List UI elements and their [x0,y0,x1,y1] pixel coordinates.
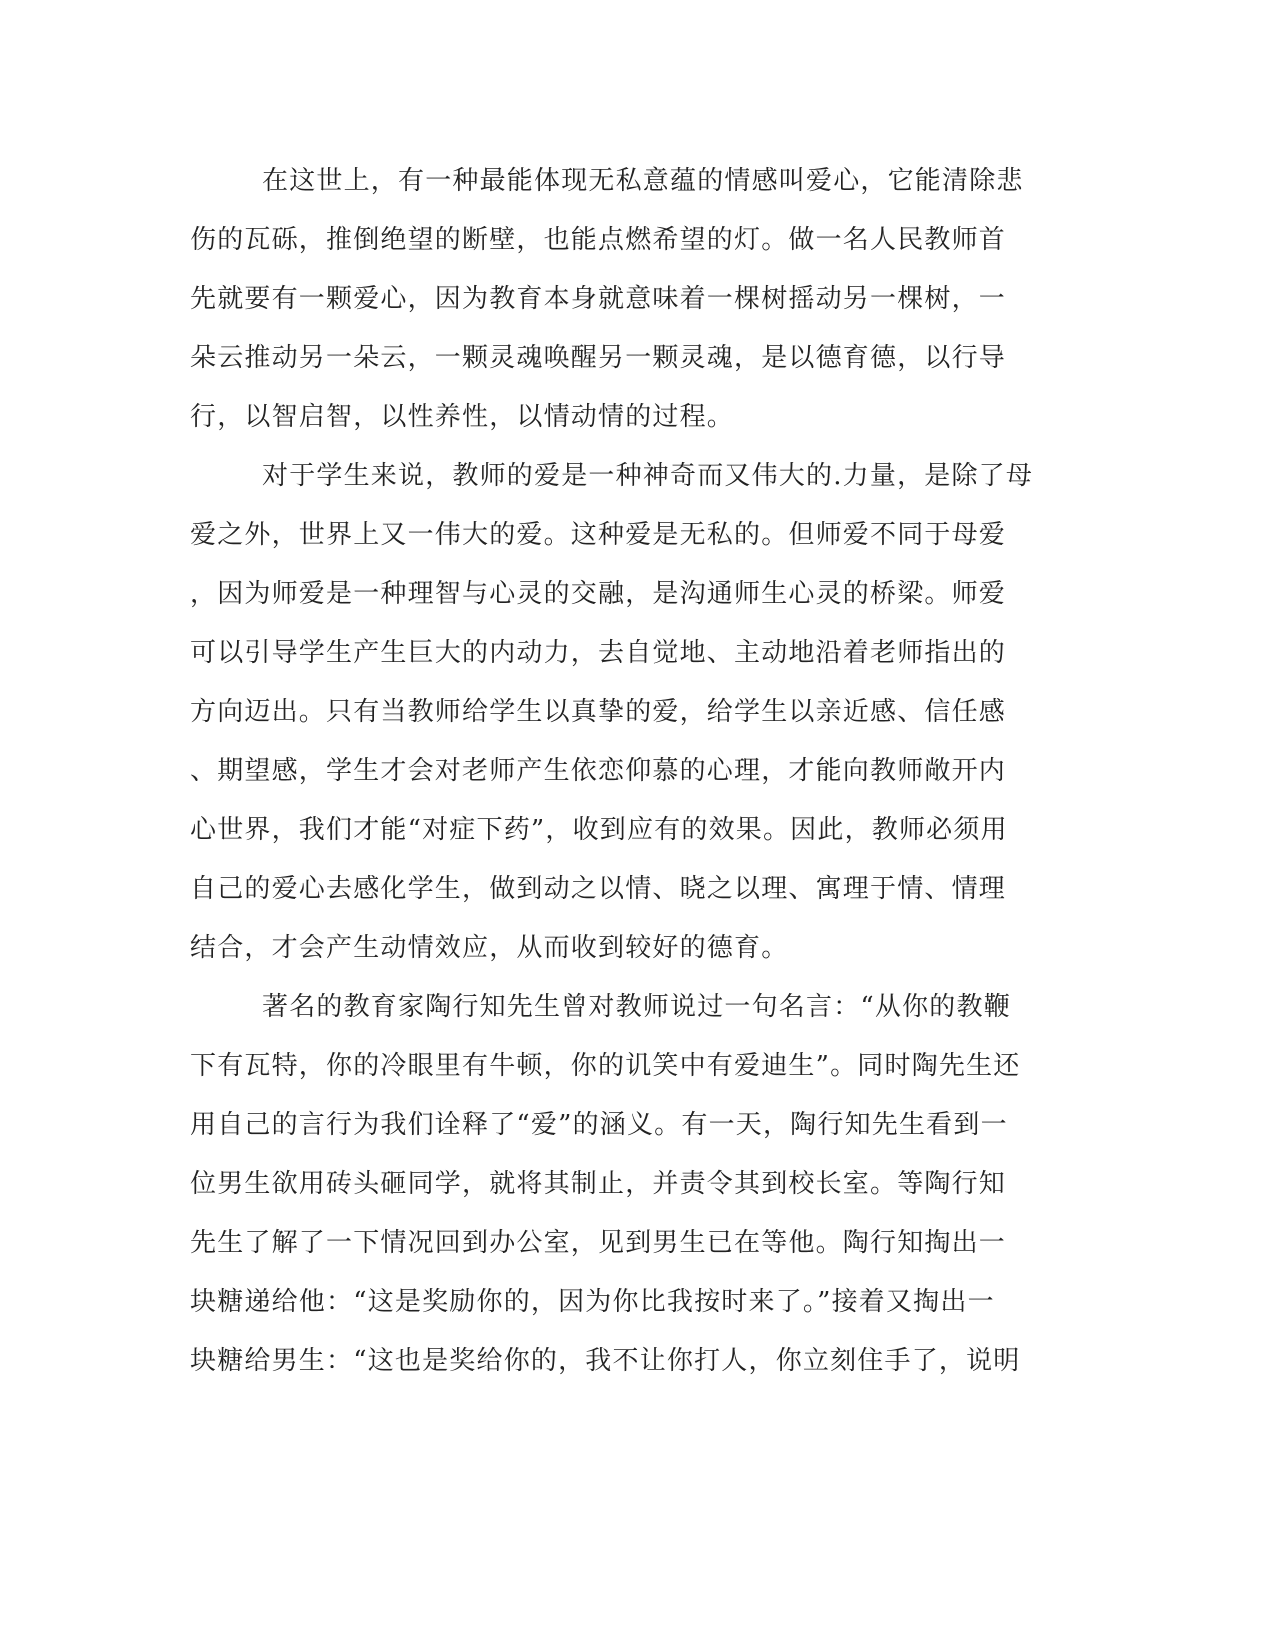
paragraph-1-line-4: 朵云推动另一朵云，一颗灵魂唤醒另一颗灵魂，是以德育德，以行导 [190,343,1007,373]
paragraph-3-line-5: 先生了解了一下情况回到办公室，见到男生已在等他。陶行知掏出一 [190,1228,1007,1258]
paragraph-1-line-1: 在这世上，有一种最能体现无私意蕴的情感叫爱心，它能清除悲 [262,166,1024,196]
paragraph-1-line-3: 先就要有一颗爱心，因为教育本身就意味着一棵树摇动另一棵树，一 [190,284,1007,314]
paragraph-1-line-5: 行，以智启智，以性养性，以情动情的过程。 [190,402,735,432]
paragraph-2-line-8: 自己的爱心去感化学生，做到动之以情、晓之以理、寓理于情、情理 [190,874,1007,904]
paragraph-3-line-4: 位男生欲用砖头砸同学，就将其制止，并责令其到校长室。等陶行知 [190,1169,1007,1199]
paragraph-2-line-6: 、期望感，学生才会对老师产生依恋仰慕的心理，才能向教师敞开内 [190,756,1007,786]
paragraph-2-line-4: 可以引导学生产生巨大的内动力，去自觉地、主动地沿着老师指出的 [190,638,1007,668]
paragraph-3-line-7: 块糖给男生：“这也是奖给你的，我不让你打人，你立刻住手了，说明 [190,1346,1021,1376]
paragraph-2-line-1: 对于学生来说，教师的爱是一种神奇而又伟大的.力量，是除了母 [262,461,1034,491]
paragraph-2-line-2: 爱之外，世界上又一伟大的爱。这种爱是无私的。但师爱不同于母爱 [190,520,1007,550]
paragraph-2-line-3: ，因为师爱是一种理智与心灵的交融，是沟通师生心灵的桥梁。师爱 [190,579,1007,609]
paragraph-2-line-5: 方向迈出。只有当教师给学生以真挚的爱，给学生以亲近感、信任感 [190,697,1007,727]
paragraph-2-line-9: 结合，才会产生动情效应，从而收到较好的德育。 [190,933,789,963]
paragraph-2-line-7: 心世界，我们才能“对症下药”，收到应有的效果。因此，教师必须用 [190,815,1008,845]
paragraph-3-line-3: 用自己的言行为我们诠释了“爱”的涵义。有一天，陶行知先生看到一 [190,1110,1008,1140]
paragraph-3-line-6: 块糖递给他：“这是奖励你的，因为你比我按时来了。”接着又掏出一 [190,1287,995,1317]
paragraph-1-line-2: 伤的瓦砾，推倒绝望的断壁，也能点燃希望的灯。做一名人民教师首 [190,225,1007,255]
paragraph-3-line-2: 下有瓦特，你的冷眼里有牛顿，你的讥笑中有爱迪生”。同时陶先生还 [190,1051,1021,1081]
paragraph-3-line-1: 著名的教育家陶行知先生曾对教师说过一句名言：“从你的教鞭 [262,992,1011,1022]
